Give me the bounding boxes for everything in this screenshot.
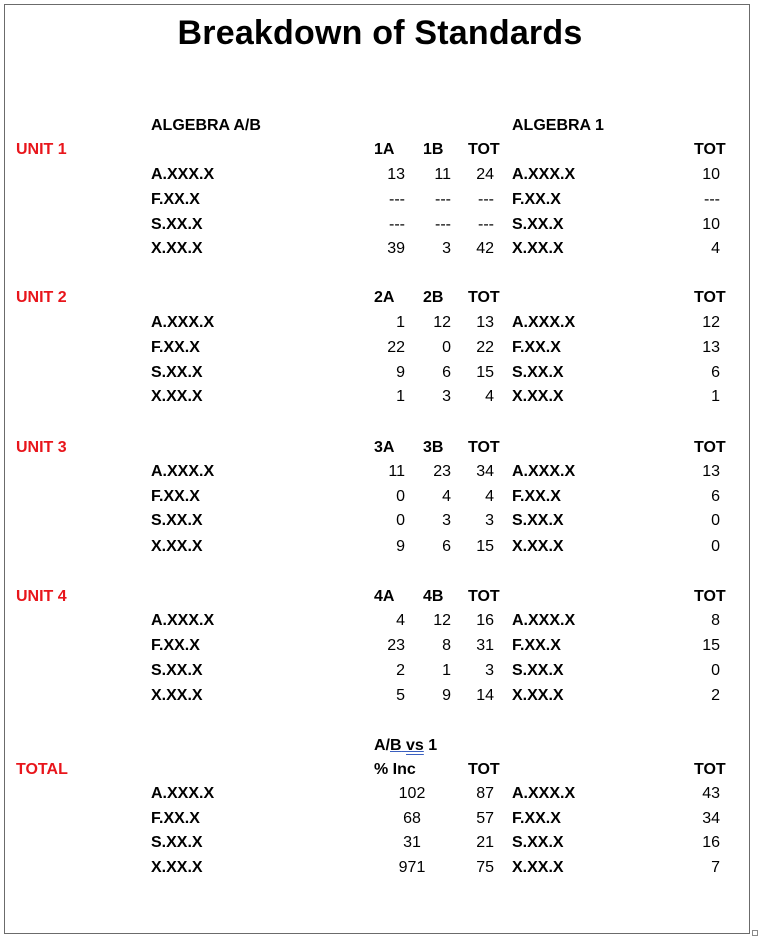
alg1-standard-label: X.XX.X xyxy=(512,388,564,405)
col-a-header: 4A xyxy=(374,588,395,605)
col-tot-header: TOT xyxy=(468,588,500,605)
value-tot: 13 xyxy=(476,314,494,331)
standard-label: F.XX.X xyxy=(151,488,200,505)
total-label: TOTAL xyxy=(16,761,68,778)
standard-label: S.XX.X xyxy=(151,834,203,851)
standard-label: X.XX.X xyxy=(151,538,203,555)
page-title: Breakdown of Standards xyxy=(177,14,583,52)
value-a: --- xyxy=(389,216,405,233)
alg1-standard-label: A.XXX.X xyxy=(512,166,576,183)
alg1-value: --- xyxy=(704,191,720,208)
value-tot: 15 xyxy=(476,364,494,381)
value-a: 0 xyxy=(396,488,405,505)
alg1-value: 13 xyxy=(702,463,720,480)
pct-inc-value: 102 xyxy=(398,785,426,802)
value-b: 3 xyxy=(442,240,451,257)
alg1-value: 34 xyxy=(702,810,720,827)
alg1-standard-label: A.XXX.X xyxy=(512,785,576,802)
alg1-value: 0 xyxy=(711,512,720,529)
value-a: 9 xyxy=(396,364,405,381)
col-b-header: 2B xyxy=(423,289,444,306)
value-a: 9 xyxy=(396,538,405,555)
alg1-standard-label: X.XX.X xyxy=(512,687,564,704)
col-tot-header: TOT xyxy=(468,289,500,306)
standard-label: A.XXX.X xyxy=(151,314,215,331)
alg1-standard-label: S.XX.X xyxy=(512,512,564,529)
value-tot: 24 xyxy=(476,166,494,183)
value-tot: 75 xyxy=(476,859,494,876)
alg1-value: 6 xyxy=(711,364,720,381)
alg1-standard-label: A.XXX.X xyxy=(512,314,576,331)
resize-handle xyxy=(752,930,758,936)
value-b: 6 xyxy=(442,538,451,555)
alg1-tot-header: TOT xyxy=(694,289,726,306)
col-b-header: 3B xyxy=(423,439,444,456)
alg1-standard-label: F.XX.X xyxy=(512,810,561,827)
alg1-standard-label: X.XX.X xyxy=(512,240,564,257)
algebra-ab-heading: ALGEBRA A/B xyxy=(151,117,261,134)
value-a: 23 xyxy=(387,637,405,654)
value-a: 4 xyxy=(396,612,405,629)
alg1-value: 10 xyxy=(702,216,720,233)
unit-label: UNIT 3 xyxy=(16,439,67,456)
value-tot: 14 xyxy=(476,687,494,704)
alg1-value: 6 xyxy=(711,488,720,505)
alg1-standard-label: F.XX.X xyxy=(512,637,561,654)
alg1-standard-label: F.XX.X xyxy=(512,488,561,505)
value-a: 0 xyxy=(396,512,405,529)
standard-label: S.XX.X xyxy=(151,216,203,233)
alg1-tot-header: TOT xyxy=(694,439,726,456)
alg1-value: 43 xyxy=(702,785,720,802)
col-b-header: 4B xyxy=(423,588,444,605)
alg1-standard-label: F.XX.X xyxy=(512,191,561,208)
standard-label: X.XX.X xyxy=(151,859,203,876)
alg1-value: 16 xyxy=(702,834,720,851)
value-a: 1 xyxy=(396,388,405,405)
unit-label: UNIT 2 xyxy=(16,289,67,306)
alg1-standard-label: S.XX.X xyxy=(512,662,564,679)
pct-inc-value: 68 xyxy=(403,810,421,827)
value-tot: 4 xyxy=(485,488,494,505)
alg1-value: 15 xyxy=(702,637,720,654)
algebra-1-heading: ALGEBRA 1 xyxy=(512,117,604,134)
standard-label: F.XX.X xyxy=(151,339,200,356)
compare-vs: vs xyxy=(406,737,424,754)
value-tot: 22 xyxy=(476,339,494,356)
alg1-value: 1 xyxy=(711,388,720,405)
alg1-standard-label: F.XX.X xyxy=(512,339,561,356)
value-b: 8 xyxy=(442,637,451,654)
value-b: 9 xyxy=(442,687,451,704)
alg1-tot-header: TOT xyxy=(694,141,726,158)
alg1-value: 4 xyxy=(711,240,720,257)
value-tot: --- xyxy=(478,191,494,208)
value-tot: 87 xyxy=(476,785,494,802)
standard-label: A.XXX.X xyxy=(151,463,215,480)
alg1-value: 0 xyxy=(711,538,720,555)
value-b: 11 xyxy=(434,166,451,183)
alg1-value: 10 xyxy=(702,166,720,183)
value-a: --- xyxy=(389,191,405,208)
col-tot-header: TOT xyxy=(468,141,500,158)
value-a: 13 xyxy=(387,166,405,183)
value-tot: 57 xyxy=(476,810,494,827)
alg1-value: 12 xyxy=(702,314,720,331)
value-a: 22 xyxy=(387,339,405,356)
standard-label: F.XX.X xyxy=(151,191,200,208)
value-b: 3 xyxy=(442,512,451,529)
alg1-tot-header: TOT xyxy=(694,761,726,778)
alg1-value: 0 xyxy=(711,662,720,679)
col-a-header: 3A xyxy=(374,439,395,456)
col-a-header: 1A xyxy=(374,141,395,158)
col-tot-header: TOT xyxy=(468,439,500,456)
value-b: 3 xyxy=(442,388,451,405)
value-b: 12 xyxy=(433,612,451,629)
standard-label: X.XX.X xyxy=(151,388,203,405)
alg1-value: 2 xyxy=(711,687,720,704)
value-b: 1 xyxy=(442,662,451,679)
value-a: 1 xyxy=(396,314,405,331)
pct-inc-header: % Inc xyxy=(374,761,416,778)
value-a: 39 xyxy=(387,240,405,257)
standard-label: A.XXX.X xyxy=(151,166,215,183)
alg1-standard-label: S.XX.X xyxy=(512,216,564,233)
col-b-header: 1B xyxy=(423,141,444,158)
value-tot: 21 xyxy=(476,834,494,851)
alg1-standard-label: X.XX.X xyxy=(512,538,564,555)
alg1-standard-label: X.XX.X xyxy=(512,859,564,876)
value-b: 4 xyxy=(442,488,451,505)
compare-suffix: 1 xyxy=(428,737,438,754)
value-tot: 42 xyxy=(476,240,494,257)
value-b: 6 xyxy=(442,364,451,381)
col-a-header: 2A xyxy=(374,289,395,306)
standard-label: A.XXX.X xyxy=(151,612,215,629)
value-b: --- xyxy=(435,216,451,233)
value-b: 0 xyxy=(442,339,451,356)
alg1-value: 7 xyxy=(711,859,720,876)
value-tot: 34 xyxy=(476,463,494,480)
ab-vs-1-heading xyxy=(374,736,437,756)
compare-b: B xyxy=(390,737,402,754)
compare-prefix: A/ xyxy=(374,737,390,754)
pct-inc-value: 31 xyxy=(403,834,421,851)
standard-label: S.XX.X xyxy=(151,364,203,381)
value-tot: 3 xyxy=(485,662,494,679)
unit-label: UNIT 1 xyxy=(16,141,67,158)
alg1-tot-header: TOT xyxy=(694,588,726,605)
value-tot: 4 xyxy=(485,388,494,405)
value-b: 12 xyxy=(433,314,451,331)
value-a: 2 xyxy=(396,662,405,679)
standard-label: X.XX.X xyxy=(151,240,203,257)
value-tot: 16 xyxy=(476,612,494,629)
pct-inc-value: 971 xyxy=(398,859,426,876)
value-tot: --- xyxy=(478,216,494,233)
alg1-standard-label: S.XX.X xyxy=(512,364,564,381)
value-tot: 15 xyxy=(476,538,494,555)
unit-label: UNIT 4 xyxy=(16,588,67,605)
standard-label: X.XX.X xyxy=(151,687,203,704)
alg1-standard-label: A.XXX.X xyxy=(512,612,576,629)
value-tot: 3 xyxy=(485,512,494,529)
standard-label: A.XXX.X xyxy=(151,785,215,802)
value-a: 5 xyxy=(396,687,405,704)
alg1-value: 8 xyxy=(711,612,720,629)
value-tot: 31 xyxy=(476,637,494,654)
standard-label: S.XX.X xyxy=(151,512,203,529)
value-b: --- xyxy=(435,191,451,208)
value-a: 11 xyxy=(388,463,405,480)
alg1-standard-label: S.XX.X xyxy=(512,834,564,851)
col-tot-header: TOT xyxy=(468,761,500,778)
alg1-value: 13 xyxy=(702,339,720,356)
value-b: 23 xyxy=(433,463,451,480)
alg1-standard-label: A.XXX.X xyxy=(512,463,576,480)
standard-label: S.XX.X xyxy=(151,662,203,679)
standard-label: F.XX.X xyxy=(151,637,200,654)
standard-label: F.XX.X xyxy=(151,810,200,827)
